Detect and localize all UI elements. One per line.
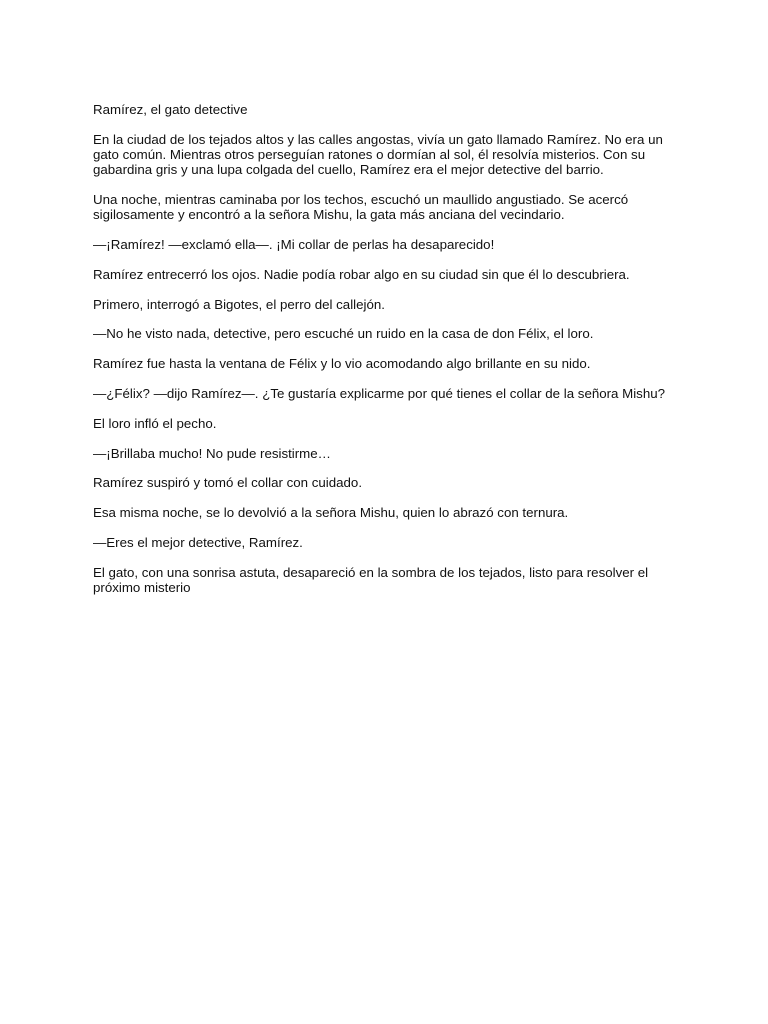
paragraph: Una noche, mientras caminaba por los techos, escuchó un maullido angustiado. Se acercó sigilosamente y encontró a la señora Mishu, la gata más anciana del vecindario. <box>93 192 629 223</box>
paragraph: —Eres el mejor detective, Ramírez. <box>93 534 303 550</box>
paragraph: El loro infló el pecho. <box>93 415 217 431</box>
paragraph: Esa misma noche, se lo devolvió a la señora Mishu, quien lo abrazó con ternura. <box>93 505 569 521</box>
paragraph: —¡Brillaba mucho! No pude resistirme… <box>93 445 331 461</box>
paragraph: Ramírez fue hasta la ventana de Félix y lo vio acomodando algo brillante en su nido. <box>93 356 591 372</box>
paragraph: —¿Félix? —dijo Ramírez—. ¿Te gustaría explicarme por qué tienes el collar de la señora Mishu? <box>93 385 666 401</box>
document-title: Ramírez, el gato detective <box>93 102 248 117</box>
paragraph: En la ciudad de los tejados altos y las calles angostas, vivía un gato llamado Ramírez. No era un gato común. Mientras otros perseguían ratones o dormían al sol, él resolvía misterios. Con su gabardina gris y una lupa colgada del cuello, Ramírez era el mejor detective del barrio. <box>93 131 663 178</box>
paragraph: El gato, con una sonrisa astuta, desapareció en la sombra de los tejados, listo para resolver el próximo misterio <box>93 564 649 595</box>
paragraph: Ramírez entrecerró los ojos. Nadie podía robar algo en su ciudad sin que él lo descubriera. <box>93 266 630 282</box>
paragraph: Primero, interrogó a Bigotes, el perro del callejón. <box>93 296 385 312</box>
paragraph: Ramírez suspiró y tomó el collar con cuidado. <box>93 475 363 491</box>
paragraph: —No he visto nada, detective, pero escuché un ruido en la casa de don Félix, el loro. <box>93 326 594 342</box>
document-body <box>93 102 683 610</box>
paragraph: —¡Ramírez! —exclamó ella—. ¡Mi collar de perlas ha desaparecido! <box>93 237 495 252</box>
